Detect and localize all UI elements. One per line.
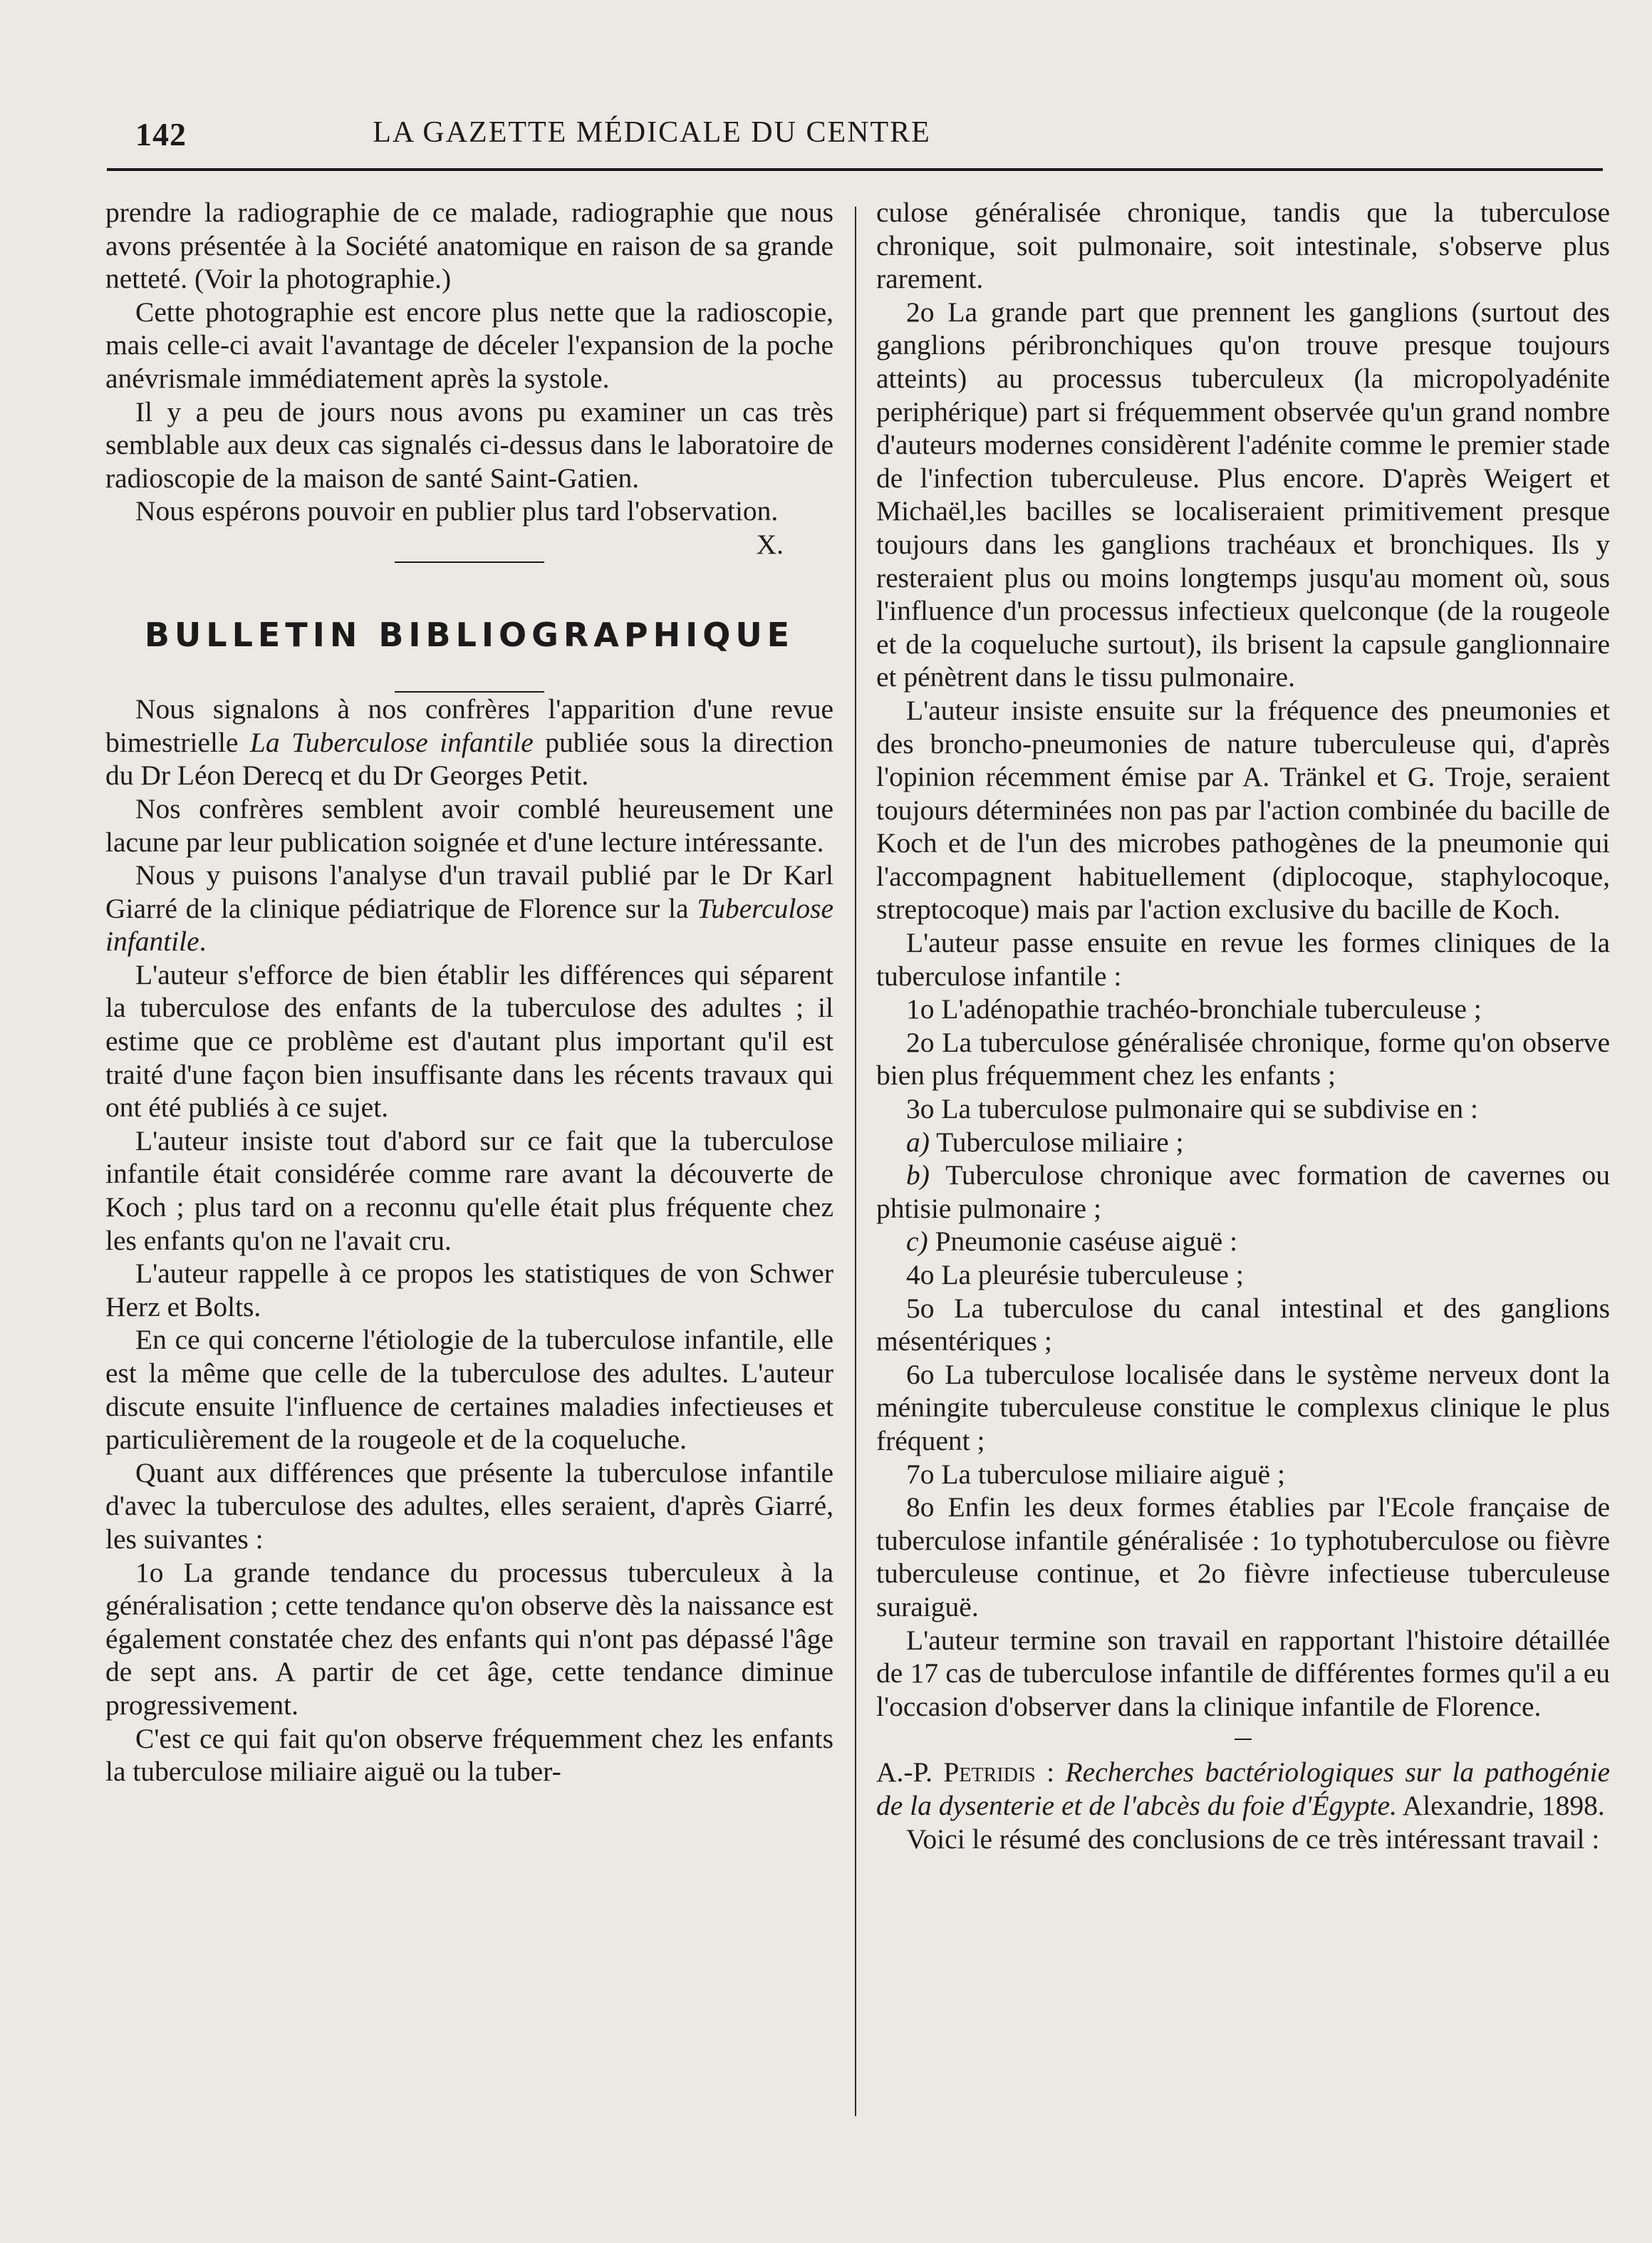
text: Pneumonie caséuse aiguë : bbox=[928, 1226, 1238, 1258]
paragraph: 2o La grande part que prennent les ganglions (surtout des ganglions péribronchiques qu'on trouve presque toujours atteints) au processus tuberculeux (la micropolyadénite periphérique) part si fréquemment observée qu'un grand nombre d'auteurs modernes considèrent l'adénite comme le premier stade de l'infection tuberculeuse. Plus encore. D'après Weigert et Michaël,les bacilles se localiseraient primitivement presque toujours dans les ganglions trachéaux et bronchiques. Ils y resteraient plus ou moins longtemps jusqu'au moment où, sous l'influence d'un processus infectieux quelconque (de la rougeole et de la coqueluche surtout), ils brisent la capsule ganglionnaire et pénètrent dans le tissu pulmonaire. bbox=[876, 296, 1610, 693]
left-column bbox=[105, 196, 833, 1788]
list-item bbox=[876, 1126, 1610, 1159]
paragraph: 1o La grande tendance du processus tuberculeux à la généralisation ; cette tendance qu'on observe dès la naissance est également constatée chez des enfants qui n'ont pas dépassé l'âge de sept ans. A partir de cet âge, cette tendance diminue progressivement. bbox=[105, 1556, 833, 1721]
list-item: 2o La tuberculose généralisée chronique, forme qu'on observe bien plus fréquemment chez les enfants ; bbox=[876, 1026, 1610, 1092]
paragraph: Nous espérons pouvoir en publier plus tard l'observation. bbox=[135, 495, 779, 527]
header-rule bbox=[107, 168, 1603, 171]
text: publiée sous la direction du Dr Léon Derecq et du Dr Georges Petit. bbox=[105, 726, 834, 792]
item-letter: c) bbox=[906, 1226, 928, 1258]
journal-title: La Tuberculose infantile bbox=[249, 726, 534, 758]
list-item: 4o La pleurésie tuberculeuse ; bbox=[906, 1259, 1244, 1290]
list-item bbox=[876, 1225, 1610, 1258]
text: Nous signalons à nos confrères l'apparition d'une revue bimestrielle bbox=[105, 693, 833, 758]
bibliographic-citation bbox=[876, 1756, 1610, 1822]
text: Tuberculose chronique avec formation de cavernes ou phtisie pulmonaire ; bbox=[876, 1159, 1610, 1224]
paragraph: Quant aux différences que présente la tuberculose infantile d'avec la tuberculose des adultes, elles seraient, d'après Giarré, les suivantes : bbox=[105, 1456, 833, 1555]
separator-dash bbox=[1235, 1739, 1252, 1740]
paragraph: En ce qui concerne l'étiologie de la tuberculose infantile, elle est la même que celle de la tuberculose des adultes. L'auteur discute ensuite l'influence de certaines maladies infectieuses et particulièrement de la rougeole et de la coqueluche. bbox=[105, 1324, 833, 1456]
paragraph: Il y a peu de jours nous avons pu examiner un cas très semblable aux deux cas signalés ci-dessus dans le laboratoire de radioscopie de la maison de santé Saint-Gatien. bbox=[105, 395, 833, 494]
list-item: 1o L'adénopathie trachéo-bronchiale tuberculeuse ; bbox=[906, 993, 1482, 1025]
paragraph: L'auteur s'efforce de bien établir les différences qui séparent la tuberculose des enfants de la tuberculose des adultes ; il estime que ce problème est d'autant plus important qu'il est traité d'une façon bien insuffisante dans les récents travaux qui ont été publiés à ce sujet. bbox=[105, 958, 833, 1124]
citation-place: Alexandrie, 1898. bbox=[1396, 1789, 1605, 1821]
paragraph: Cette photographie est encore plus nette que la radioscopie, mais celle-ci avait l'avantage de déceler l'expansion de la poche anévrismale immédiatement après la systole. bbox=[105, 296, 833, 394]
paragraph: culose généralisée chronique, tandis que la tuberculose chronique, soit pulmonaire, soit intestinale, s'observe plus rarement. bbox=[876, 197, 1610, 295]
text: Tuberculose miliaire ; bbox=[929, 1126, 1184, 1158]
item-letter: b) bbox=[906, 1159, 930, 1191]
author-signature: X. bbox=[756, 528, 784, 560]
paragraph: prendre la radiographie de ce malade, radiographie que nous avons présentée à la Société anatomique en raison de sa grande netteté. (Voir la photographie.) bbox=[105, 197, 833, 295]
paragraph bbox=[105, 859, 833, 958]
text: . bbox=[199, 926, 207, 958]
list-item: 6o La tuberculose localisée dans le système nerveux dont la méningite tuberculeuse constitue le complexus clinique le plus fréquent ; bbox=[876, 1358, 1610, 1456]
column-divider bbox=[855, 207, 856, 2116]
list-item: 5o La tuberculose du canal intestinal et des ganglions mésentériques ; bbox=[876, 1292, 1610, 1357]
citation-author: A.-P. Petridis : bbox=[876, 1756, 1066, 1788]
item-letter: a) bbox=[906, 1126, 930, 1158]
list-item: 8o Enfin les deux formes établies par l'Ecole française de tuberculose infantile généralisée : 1o typhotuberculose ou fièvre tuberculeuse continue, et 2o fièvre infectieuse tuberculeuse suraiguë. bbox=[876, 1491, 1610, 1622]
paragraph: L'auteur termine son travail en rapportant l'histoire détaillée de 17 cas de tuberculose infantile de différentes formes qu'il a eu l'occasion d'observer dans la clinique infantile de Florence. bbox=[876, 1624, 1610, 1722]
page-number: 142 bbox=[135, 116, 187, 152]
citation-title: Recherches bactériologiques sur la pathogénie de la dysenterie et de l'abcès du foie d'Égypte. bbox=[876, 1756, 1610, 1821]
paragraph: C'est ce qui fait qu'on observe fréquemment chez les enfants la tuberculose miliaire aiguë ou la tuber- bbox=[105, 1722, 833, 1788]
right-column bbox=[876, 196, 1610, 1855]
paragraph: Voici le résumé des conclusions de ce très intéressant travail : bbox=[906, 1823, 1600, 1855]
list-item: 7o La tuberculose miliaire aiguë ; bbox=[906, 1458, 1285, 1490]
paragraph: L'auteur insiste ensuite sur la fréquence des pneumonies et des broncho-pneumonies de nature tuberculeuse qui, d'après l'opinion récemment émise par A. Tränkel et G. Troje, seraient toujours déterminées non pas par l'action combinée du bacille de Koch et de l'un des microbes pathogènes de la pneumonie qui l'accompagnent habituellement (diplocoque, staphylocoque, streptocoque) mais par l'action exclusive du bacille de Koch. bbox=[876, 694, 1610, 926]
page-header bbox=[135, 115, 1617, 165]
paragraph bbox=[105, 693, 833, 792]
text: Nous y puisons l'analyse d'un travail publié par le Dr Karl Giarré de la clinique pédiatrique de Florence sur la bbox=[105, 859, 833, 924]
section-title: BULLETIN BIBLIOGRAPHIQUE bbox=[144, 615, 795, 654]
running-title: LA GAZETTE MÉDICALE DU CENTRE bbox=[373, 116, 931, 149]
list-item bbox=[876, 1159, 1610, 1225]
work-title: Tuberculose infantile bbox=[105, 892, 833, 958]
paragraph: L'auteur passe ensuite en revue les formes cliniques de la tuberculose infantile : bbox=[876, 927, 1610, 992]
paragraph: L'auteur rappelle à ce propos les statistiques de von Schwer Herz et Bolts. bbox=[105, 1258, 833, 1322]
section-rule bbox=[395, 561, 544, 563]
paragraph: L'auteur insiste tout d'abord sur ce fait que la tuberculose infantile était considérée comme rare avant la découverte de Koch ; plus tard on a reconnu qu'elle était plus fréquente chez les enfants qu'on ne l'avait cru. bbox=[105, 1124, 833, 1256]
paragraph: Nos confrères semblent avoir comblé heureusement une lacune par leur publication soignée et d'une lecture intéressante. bbox=[105, 792, 833, 858]
list-item: 3o La tuberculose pulmonaire qui se subdivise en : bbox=[906, 1093, 1478, 1125]
